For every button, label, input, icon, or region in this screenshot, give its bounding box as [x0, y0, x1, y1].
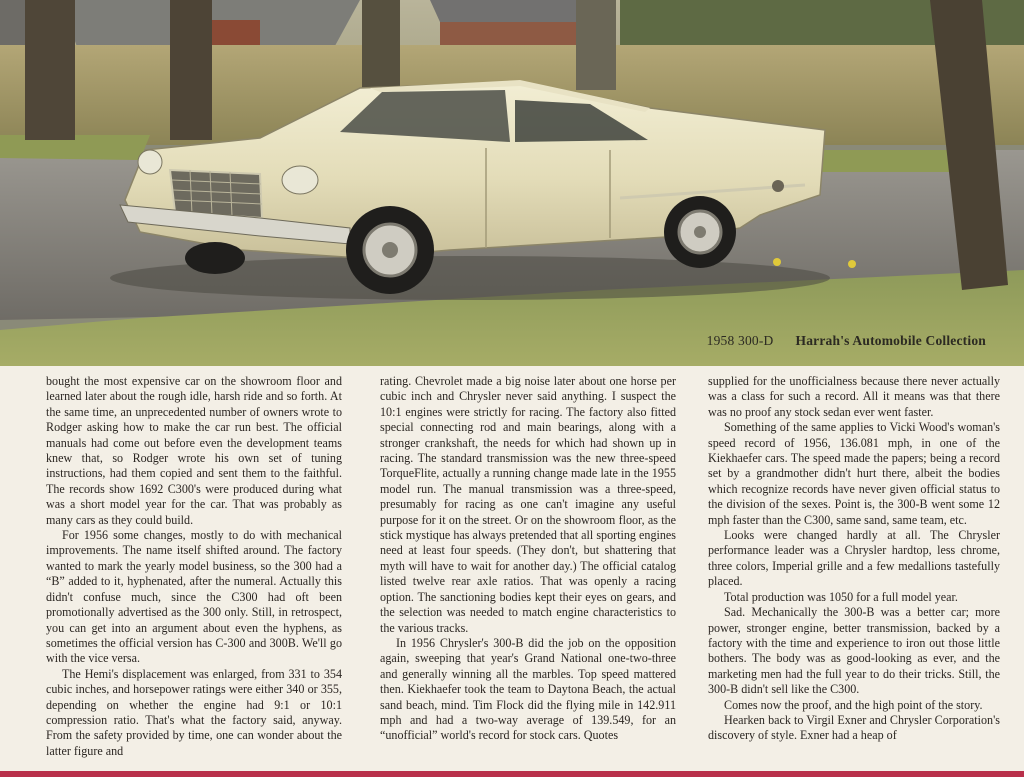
column-3 — [708, 374, 1000, 769]
paragraph: Comes now the proof, and the high point of the story. — [724, 697, 983, 712]
article-body — [0, 374, 1024, 769]
paragraph: rating. Chevrolet made a big noise later about one horse per cubic inch and Chrysler never said anything. I suspect the 10:1 engines were strictly for racing. The factory also fitted special connecting rod and main bearings, along with a stronger crankshaft, the needs for which had shown up in racing. The standard transmission was the new three-speed TorqueFlite, actually a running change made late in the 1955 model run. The manual transmission was a three-speed, presumably for racing as one can't imagine any useful purpose for it on the street. Or on the showroom floor, as the stick mystique has always pretended that all sporting engines need at least four speeds. (They don't, but shattering that myth will have to wait for another day.) The official catalog listed twelve rear axle ratios. That was openly a racing option. The sanctioning bodies kept their eyes on gears, and the selection was needed to match engine characteristics to the various tracks. — [380, 374, 676, 635]
car-photo — [0, 0, 1024, 366]
caption-source: Harrah's Automobile Collection — [795, 333, 986, 348]
paragraph: The Hemi's displacement was enlarged, from 331 to 354 cubic inches, and horsepower ratings were either 340 or 355, depending on whether the engine had 9:1 or 10:1 compression ratio. That's what the factory said, anyway. From the safety provided by time, one can wonder about the latter figure and — [46, 666, 342, 758]
paragraph: Sad. Mechanically the 300-B was a better car; more power, stronger engine, better transmission, backed by a factory with the time and experience to iron out those little bothers. The body was as good-looking as ever, and the marketing men had the full year to do their tricks. Still, the 300-B didn't sell like the C300. — [708, 605, 1000, 697]
paragraph: supplied for the unofficialness because there never actually was a class for such a record. All it means was that there was no proof any stock sedan ever went faster. — [708, 374, 1000, 419]
page-edge-strip — [0, 771, 1024, 777]
paragraph: Hearken back to Virgil Exner and Chrysler Corporation's discovery of style. Exner had a heap of — [708, 712, 1000, 743]
column-2 — [380, 374, 676, 769]
paragraph: In 1956 Chrysler's 300-B did the job on the opposition again, sweeping that year's Grand National one-two-three and generally winning all the marbles. Top speed mattered then. Kiekhaefer took the team to Daytona Beach, the actual sand beach, mind. Tim Flock did the flying mile in 142.911 mph and had a two-way average of 139.549, for an “unofficial” world's record for stock cars. Quotes — [380, 635, 676, 743]
paragraph: For 1956 some changes, mostly to do with mechanical improvements. The name itself shifted around. The factory wanted to mark the yearly model business, so the 300 had a “B” added to it, hyphenated, after the numeral. Actually this didn't confuse much, since the C300 had oft been promotionally advertised as the 300 only. Still, in retrospect, you can get into an argument about even the hyphens, as sometimes the official version has C-300 and 300B. We'll go with the vice versa. — [46, 528, 342, 666]
paragraph: Total production was 1050 for a full model year. — [724, 589, 958, 604]
caption-model: 1958 300-D — [706, 333, 774, 348]
paragraph: bought the most expensive car on the showroom floor and learned later about the rough idle, harsh ride and so forth. At the same time, an unprecedented number of owners wrote to Rodger asking how to make the car run best. The official manuals had come out before even the development teams knew that, so Rodger wrote his own set of tuning instructions, had them copied and sent them to the faithful. The records show 1692 C300's were produced during what was a short model year for the car. That was probably as many cars as they could build. — [46, 374, 342, 527]
paragraph: Something of the same applies to Vicki Wood's woman's speed record of 1956, 136.081 mph, in one of the Kiekhaefer cars. The speed made the papers; being a record set by a grandmother didn't hurt there, albeit the bodies which recognize records have never given official status to the division of the sexes. Point is, the 300-B went some 12 mph faster than the C300, same sand, same team, etc. — [708, 420, 1000, 527]
column-1 — [46, 374, 342, 769]
car-photo-illustration — [0, 0, 1024, 366]
paragraph: Looks were changed hardly at all. The Chrysler performance leader was a Chrysler hardtop, less chrome, three colors, Imperial grille and a few medallions tastefully placed. — [708, 528, 1000, 589]
photo-caption — [707, 333, 986, 349]
